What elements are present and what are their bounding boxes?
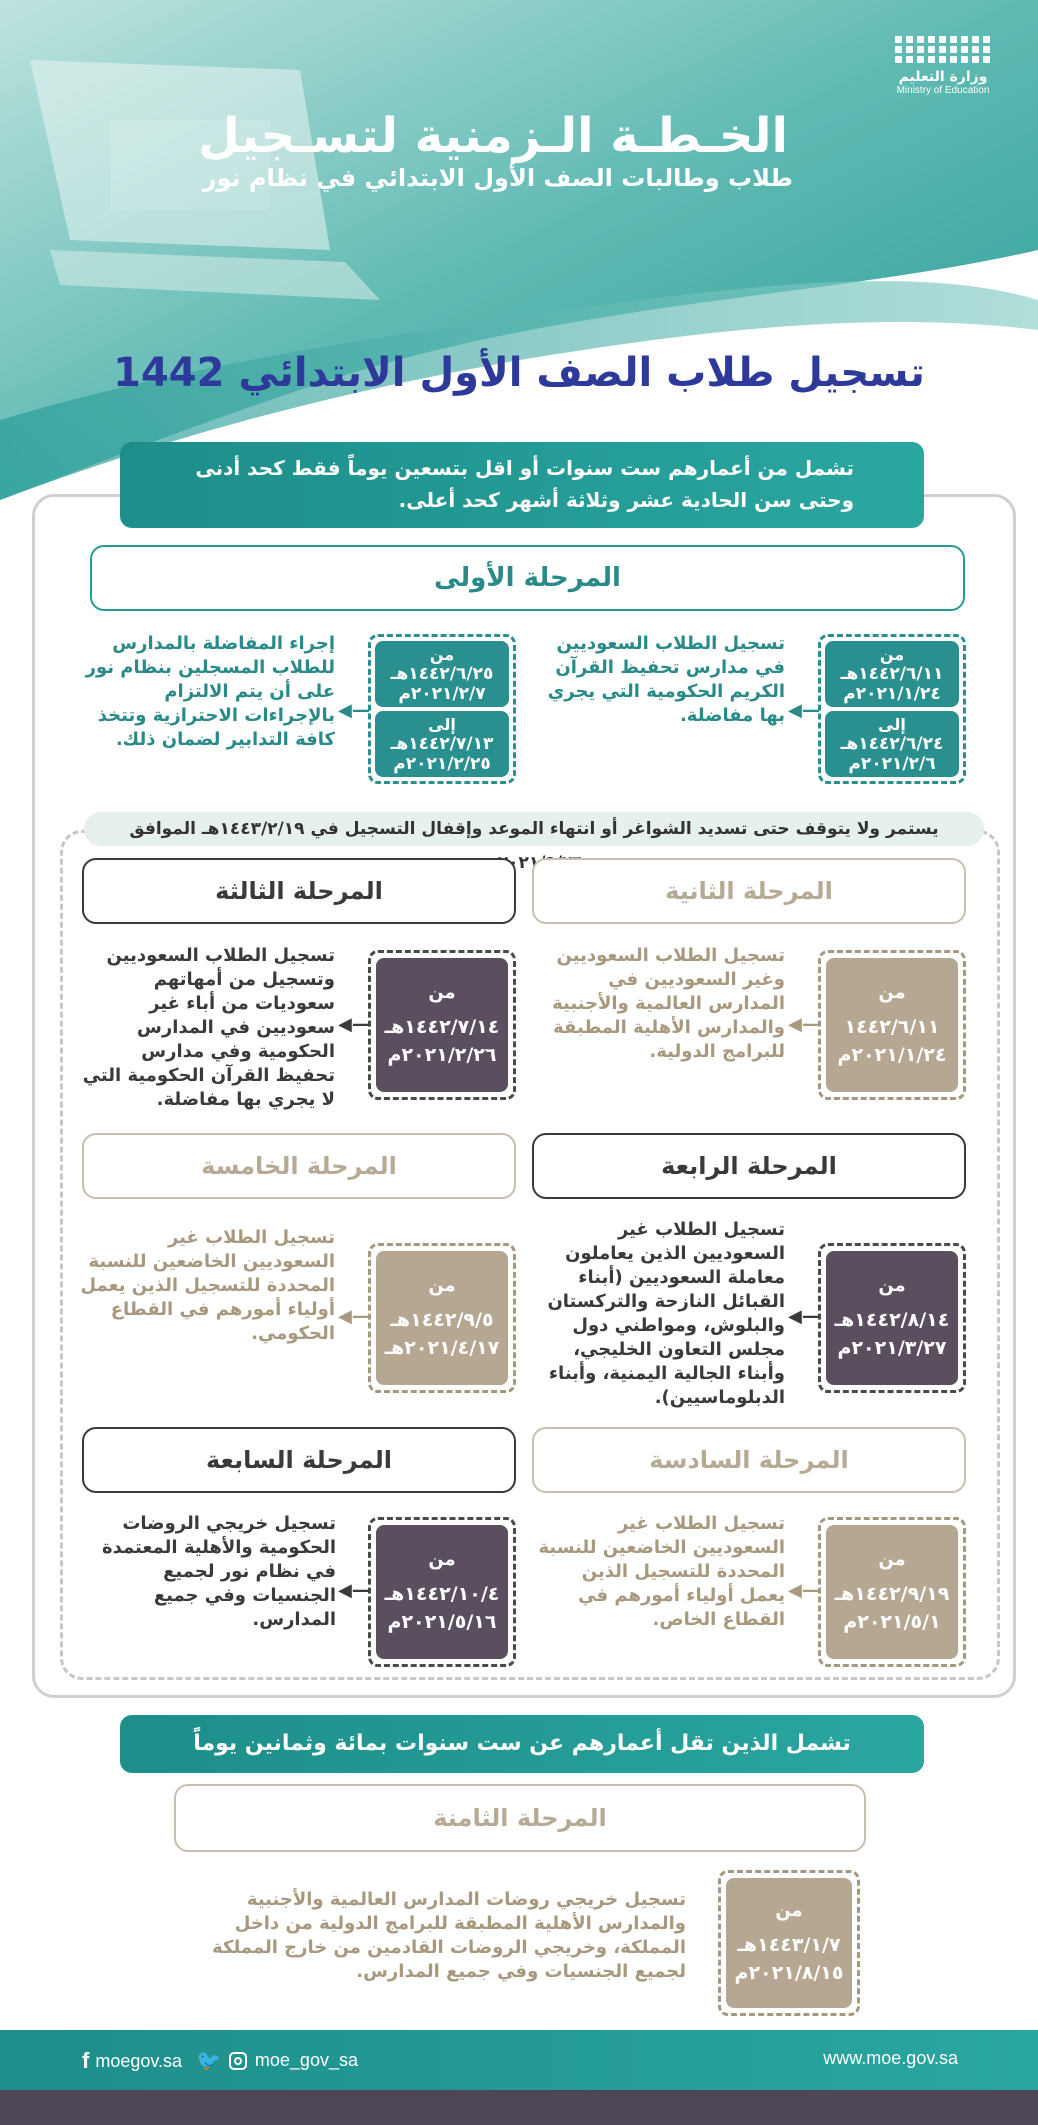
registration-notice: يستمر ولا يتوقف حتى تسديد الشواغر أو انتهاء الموعد وإقفال التسجيل في ١٤٤٣/٢/١٩هـ الموافق xyxy=(84,812,984,846)
ministry-name-en: Ministry of Education xyxy=(896,85,990,96)
stage-1b-description: إجراء المفاضلة بالمدارس للطلاب المسجلين بنظام نور على أن يتم الالتزام بالإجراءات الاحترازية وتتخذ كافة التدابير لضمان ذلك. xyxy=(85,633,335,750)
stage-7-date-card: من ١٤٤٢/١٠/٤هـ ٢٠٢١/٥/١٦م xyxy=(368,1517,516,1667)
arrow-icon: ◀— xyxy=(788,700,820,721)
logo-mark-icon xyxy=(888,36,998,63)
hero-subtitle: طلاب وطالبات الصف الأول الابتدائي في نظام نور xyxy=(202,164,793,192)
arrow-icon: ◀— xyxy=(788,1014,820,1035)
stage-1b-date-card xyxy=(368,634,516,784)
stage-2-date-card: من ١٤٤٢/٦/١١ ٢٠٢١/١/٢٤م xyxy=(818,950,966,1100)
stage-4-date-card: من ١٤٤٢/٨/١٤هـ ٢٠٢١/٣/٢٧م xyxy=(818,1243,966,1393)
stage-1a-to: إلى ١٤٤٢/٦/٢٤هـ ٢٠٢١/٢/٦م xyxy=(825,711,959,777)
stage-5-description: تسجيل الطلاب غير السعوديين الخاضعين للنسبة المحددة للتسجيل الذين يعمل أولياء أمورهم في القطاع الحكومي. xyxy=(80,1227,335,1344)
stage-6-description: تسجيل الطلاب غير السعوديين الخاضعين للنسبة المحددة للتسجيل الذين يعمل أولياء أمورهم في القطاع الخاص. xyxy=(538,1513,785,1630)
stage-7-title: المرحلة السابعة xyxy=(82,1427,516,1493)
arrow-icon: ◀— xyxy=(788,1306,820,1327)
hero-title: الخـطـة الـزمنية لتسـجيل xyxy=(198,108,788,164)
stage-5-date-card: من ١٤٤٢/٩/٥هـ ٢٠٢١/٤/١٧هـ xyxy=(368,1243,516,1393)
stage-8-date-card: من ١٤٤٣/١/٧هـ ٢٠٢١/٨/١٥م xyxy=(718,1870,860,2016)
arrow-icon: ◀— xyxy=(338,1306,370,1327)
stage-1a-date-card xyxy=(818,634,966,784)
stage-6-date-card: من ١٤٤٢/٩/١٩هـ ٢٠٢١/٥/١م xyxy=(818,1517,966,1667)
stage-1-title: المرحلة الأولى xyxy=(90,545,965,611)
stage-8-description: تسجيل خريجي روضات المدارس العالمية والأجنبية والمدارس الأهلية المطبقة للبرامج الدولية من داخل المملكة، وخريجي الروضات القادمين من خارج المملكة لجميع الجنسيات وفي جميع المدارس. xyxy=(212,1889,686,1982)
footer-strip xyxy=(0,2090,1038,2125)
stage-4-title: المرحلة الرابعة xyxy=(532,1133,966,1199)
page-title: تسجيل طلاب الصف الأول الابتدائي 1442 xyxy=(113,350,925,396)
stage-3-title: المرحلة الثالثة xyxy=(82,858,516,924)
instagram-icon xyxy=(229,2052,247,2070)
arrow-icon: ◀— xyxy=(788,1580,820,1601)
ministry-name-ar: وزارة التعليم xyxy=(898,69,988,85)
stage-2-title: المرحلة الثانية xyxy=(532,858,966,924)
stage-3-date-card: من ١٤٤٢/٧/١٤هـ ٢٠٢١/٢/٢٦م xyxy=(368,950,516,1100)
stage-5-title: المرحلة الخامسة xyxy=(82,1133,516,1199)
stage-2-description: تسجيل الطلاب السعوديين وغير السعوديين في المدارس العالمية والأجنبية والمدارس الأهلية المطبقة للبرامج الدولية. xyxy=(552,945,785,1062)
younger-age-banner: تشمل الذين تقل أعمارهم عن ست سنوات بمائة وثمانين يوماً xyxy=(120,1715,924,1773)
stage-6-title: المرحلة السادسة xyxy=(532,1427,966,1493)
facebook-link[interactable]: f moegov.sa xyxy=(82,2048,183,2073)
stage-1b-to: إلى ١٤٤٢/٧/١٣هـ ٢٠٢١/٢/٢٥م xyxy=(375,711,509,777)
stage-1b-from: من ١٤٤٢/٦/٢٥هـ ٢٠٢١/٢/٧م xyxy=(375,641,509,707)
eligibility-banner: تشمل من أعمارهم ست سنوات أو اقل بتسعين يوماً فقط كحد أدنى وحتى سن الحادية عشر وثلاثة أشهر كحد أعلى. xyxy=(120,442,924,528)
stage-3-description: تسجيل الطلاب السعوديين وتسجيل من أمهاتهم سعوديات من أباء غير سعوديين في المدارس الحكومية وفي مدارس تحفيظ القرآن الحكومية التي لا يجري بها مفاضلة. xyxy=(82,945,335,1110)
stage-7-description: تسجيل خريجي الروضات الحكومية والأهلية المعتمدة في نظام نور لجميع الجنسيات وفي جميع المدارس. xyxy=(101,1513,336,1630)
facebook-icon: f xyxy=(82,2048,90,2073)
arrow-icon: ◀— xyxy=(338,700,370,721)
stage-8-title: المرحلة الثامنة xyxy=(174,1784,866,1852)
twitter-instagram-link[interactable]: 🐦 moe_gov_sa xyxy=(196,2050,358,2072)
arrow-icon: ◀— xyxy=(338,1580,370,1601)
stage-4-description: تسجيل الطلاب غير السعوديين الذين يعاملون معاملة السعوديين (أبناء القبائل النازحة والتركستان والبلوش، ومواطني دول مجلس التعاون الخليجي، وأبناء الجالية اليمنية، وأبناء الدبلوماسيين). xyxy=(547,1219,785,1408)
stage-1a-description: تسجيل الطلاب السعوديين في مدارس تحفيظ القرآن الكريم الحكومية التي يجري بها مفاضلة. xyxy=(547,633,785,726)
arrow-icon: ◀— xyxy=(338,1014,370,1035)
twitter-icon: 🐦 xyxy=(196,2050,221,2072)
ministry-logo xyxy=(888,36,998,96)
stage-1a-from: من ١٤٤٢/٦/١١هـ ٢٠٢١/١/٢٤م xyxy=(825,641,959,707)
website-link[interactable]: www.moe.gov.sa xyxy=(823,2048,958,2068)
